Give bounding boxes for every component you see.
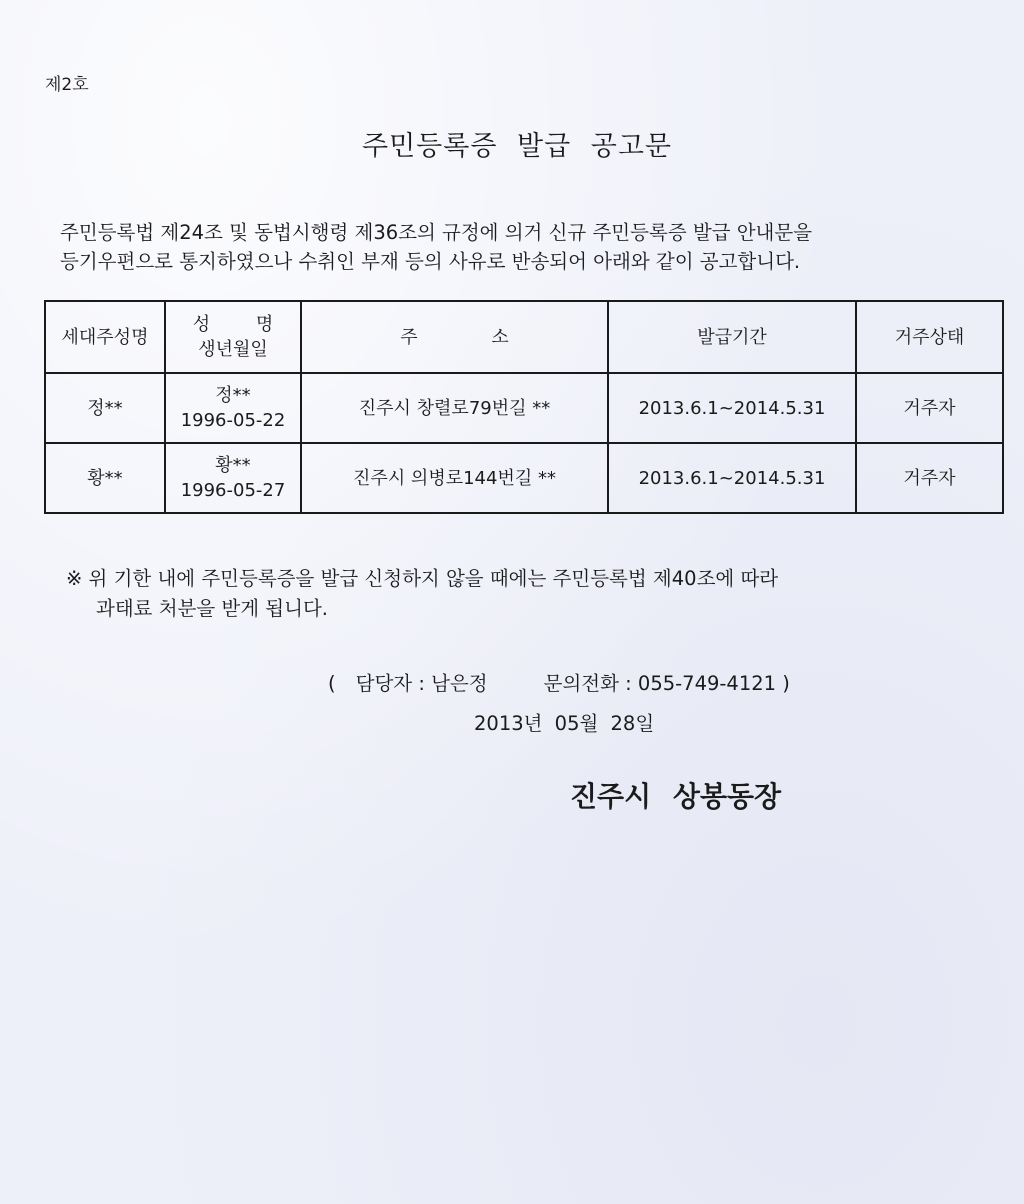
intro-line: 주민등록법 제24조 및 동법시행령 제36조의 규정에 의거 신규 주민등록증 발급 안내문을 bbox=[60, 221, 813, 244]
cell-name-birth bbox=[165, 373, 301, 443]
table-row bbox=[45, 373, 1003, 443]
header-name-birth bbox=[165, 301, 301, 373]
header-birth: 생년월일 bbox=[198, 339, 268, 360]
contact-open-paren: ( bbox=[328, 672, 336, 695]
contact-info bbox=[328, 668, 790, 696]
cell-period: 2013.6.1~2014.5.31 bbox=[608, 443, 856, 513]
intro-line: 등기우편으로 통지하였으나 수취인 부재 등의 사유로 반송되어 아래와 같이 공고합니다. bbox=[60, 250, 801, 273]
table-header-row bbox=[45, 301, 1003, 373]
header-householder: 세대주성명 bbox=[45, 301, 165, 373]
cell-householder: 황** bbox=[45, 443, 165, 513]
cell-status: 거주자 bbox=[856, 443, 1003, 513]
header-name: 성 명 bbox=[192, 314, 294, 335]
cell-name: 황** bbox=[215, 455, 251, 476]
cell-birth: 1996-05-22 bbox=[180, 410, 286, 431]
header-address bbox=[301, 301, 608, 373]
document-number: 제2호 bbox=[45, 75, 89, 95]
cell-address: 진주시 의병로144번길 ** bbox=[301, 443, 608, 513]
cell-birth: 1996-05-27 bbox=[180, 480, 286, 501]
notice-table bbox=[44, 300, 1004, 514]
cell-period: 2013.6.1~2014.5.31 bbox=[608, 373, 856, 443]
table-row bbox=[45, 443, 1003, 513]
issuer-signature: 진주시 상봉동장 bbox=[570, 780, 782, 813]
cell-name: 정** bbox=[215, 385, 251, 406]
cell-status: 거주자 bbox=[856, 373, 1003, 443]
page-title: 주민등록증 발급 공고문 bbox=[362, 131, 672, 162]
cell-address: 진주시 창렬로79번길 ** bbox=[301, 373, 608, 443]
header-status: 거주상태 bbox=[856, 301, 1003, 373]
cell-name-birth bbox=[165, 443, 301, 513]
notice-date: 2013년 05월 28일 bbox=[474, 712, 655, 735]
contact-phone: 문의전화 : 055-749-4121 ) bbox=[543, 672, 790, 695]
intro-paragraph bbox=[60, 218, 960, 276]
penalty-note bbox=[66, 564, 778, 624]
header-period: 발급기간 bbox=[608, 301, 856, 373]
cell-householder: 정** bbox=[45, 373, 165, 443]
contact-manager: 담당자 : 남은정 bbox=[355, 672, 488, 695]
note-line: ※ 위 기한 내에 주민등록증을 발급 신청하지 않을 때에는 주민등록법 제40조에 따라 bbox=[66, 567, 779, 590]
note-line: 과태료 처분을 받게 됩니다. bbox=[96, 597, 329, 620]
header-address-label: 주 소 bbox=[400, 326, 543, 348]
